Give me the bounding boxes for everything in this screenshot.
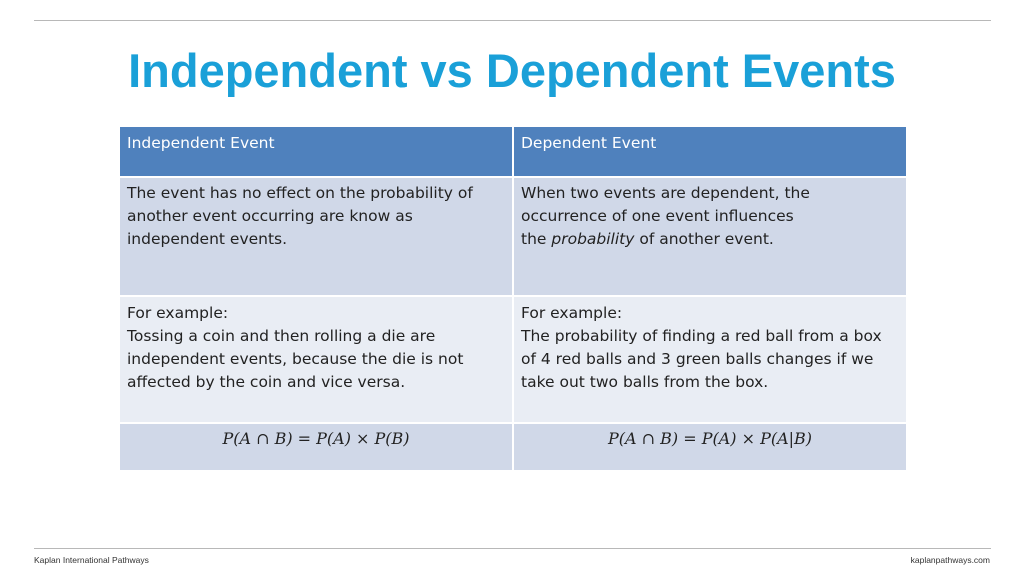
definition-row [119,177,907,296]
text-line [521,228,906,251]
text-line: take out two balls from the box. [521,373,769,391]
text-line: another event occurring are know as [127,207,413,225]
text-line: When two events are dependent, the [521,184,810,202]
dependent-definition-cell [513,177,907,296]
independent-example-cell [119,296,513,423]
text-line: For example: [127,304,229,322]
emphasized-word: probability [551,230,635,248]
slide-title: Independent vs Dependent Events [128,44,896,97]
text-line: of 4 red balls and 3 green balls changes if we [521,350,874,368]
footer-brand: Kaplan International Pathways [34,555,149,565]
example-row [119,296,907,423]
independent-formula: P(A ∩ B) = P(A) × P(B) [119,423,513,471]
comparison-table [118,125,908,472]
table-header-row [119,126,907,177]
header-dependent-event: Dependent Event [513,126,907,177]
independent-definition-cell [119,177,513,296]
dependent-example-cell [513,296,907,423]
footer-url: kaplanpathways.com [910,555,990,565]
text-fragment: the [521,230,552,248]
text-line: occurrence of one event influences [521,207,794,225]
text-line: The probability of finding a red ball from a box [521,327,882,345]
text-line: For example: [521,304,623,322]
text-line: independent events. [127,230,288,248]
header-independent-event: Independent Event [119,126,513,177]
bottom-divider [34,548,991,549]
text-line: affected by the coin and vice versa. [127,373,406,391]
top-divider [34,20,991,21]
text-line: independent events, because the die is not [127,350,464,368]
dependent-formula: P(A ∩ B) = P(A) × P(A|B) [513,423,907,471]
formula-row [119,423,907,471]
text-line: Tossing a coin and then rolling a die are [127,327,436,345]
text-fragment: of another event. [634,230,774,248]
text-line: The event has no effect on the probability of [127,184,473,202]
